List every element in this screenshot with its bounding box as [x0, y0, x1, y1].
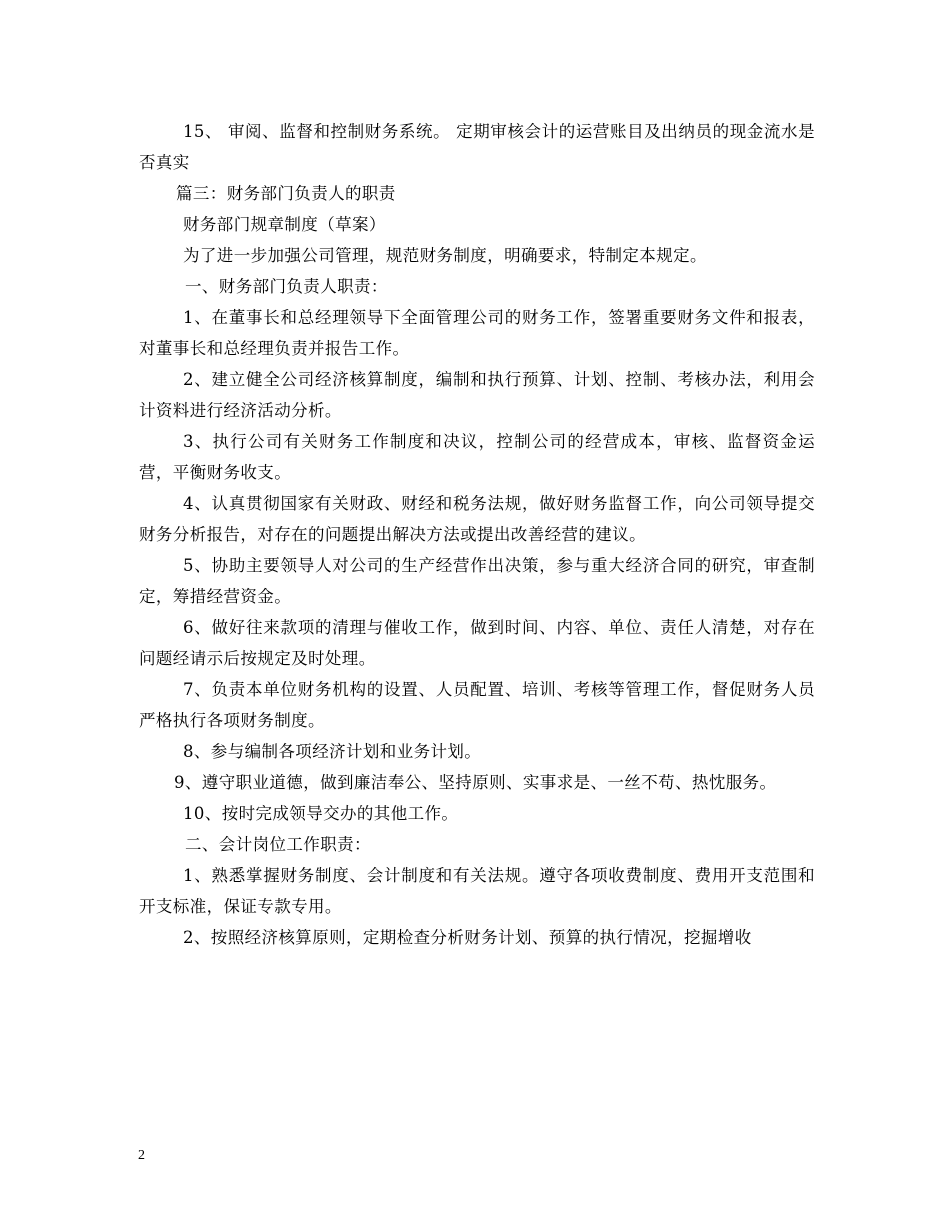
- document-body: [139, 116, 815, 953]
- paragraph-duty-9: 9、遵守职业道德，做到廉洁奉公、坚持原则、实事求是、一丝不苟、热忱服务。: [174, 773, 777, 792]
- paragraph-item-15: 15、 审阅、监督和控制财务系统。 定期审核会计的运营账目及出纳员的现金流水是否真实: [139, 122, 815, 172]
- paragraph-duty-6: 6、做好往来款项的清理与催收工作，做到时间、内容、单位、责任人清楚，对存在问题经请示后按规定及时处理。: [139, 618, 815, 668]
- section-heading-2: 二、会计岗位工作职责：: [185, 835, 371, 854]
- paragraph-duty-8: 8、参与编制各项经济计划和业务计划。: [183, 742, 482, 761]
- paragraph-duty-5: 5、协助主要领导人对公司的生产经营作出决策，参与重大经济合同的研究，审查制定，筹措经营资金。: [139, 556, 815, 606]
- section-heading-1: 一、财务部门负责人职责：: [185, 277, 388, 296]
- paragraph-duty-7: 7、负责本单位财务机构的设置、人员配置、培训、考核等管理工作，督促财务人员严格执行各项财务制度。: [139, 680, 815, 730]
- intro-paragraph: 为了进一步加强公司管理，规范财务制度，明确要求，特制定本规定。: [183, 246, 707, 265]
- page-number: 2: [138, 1148, 145, 1163]
- paragraph-duty-2: 2、建立健全公司经济核算制度，编制和执行预算、计划、控制、考核办法，利用会计资料进行经济活动分析。: [139, 370, 815, 420]
- paragraph-duty-1: 1、在董事长和总经理领导下全面管理公司的财务工作，签署重要财务文件和报表，对董事长和总经理负责并报告工作。: [139, 308, 815, 358]
- paragraph-duty-4: 4、认真贯彻国家有关财政、财经和税务法规，做好财务监督工作，向公司领导提交财务分析报告，对存在的问题提出解决方法或提出改善经营的建议。: [139, 494, 815, 544]
- paragraph-accounting-1: 1、熟悉掌握财务制度、会计制度和有关法规。遵守各项收费制度、费用开支范围和开支标准，保证专款专用。: [139, 866, 815, 916]
- paragraph-accounting-2: 2、按照经济核算原则，定期检查分析财务计划、预算的执行情况，挖掘增收: [183, 928, 752, 947]
- document-title: 财务部门规章制度（草案）: [183, 215, 386, 234]
- section-heading-part3: 篇三：财务部门负责人的职责: [176, 184, 396, 203]
- paragraph-duty-3: 3、执行公司有关财务工作制度和决议，控制公司的经营成本，审核、监督资金运营，平衡财务收支。: [139, 432, 815, 482]
- paragraph-duty-10: 10、按时完成领导交办的其他工作。: [183, 804, 459, 823]
